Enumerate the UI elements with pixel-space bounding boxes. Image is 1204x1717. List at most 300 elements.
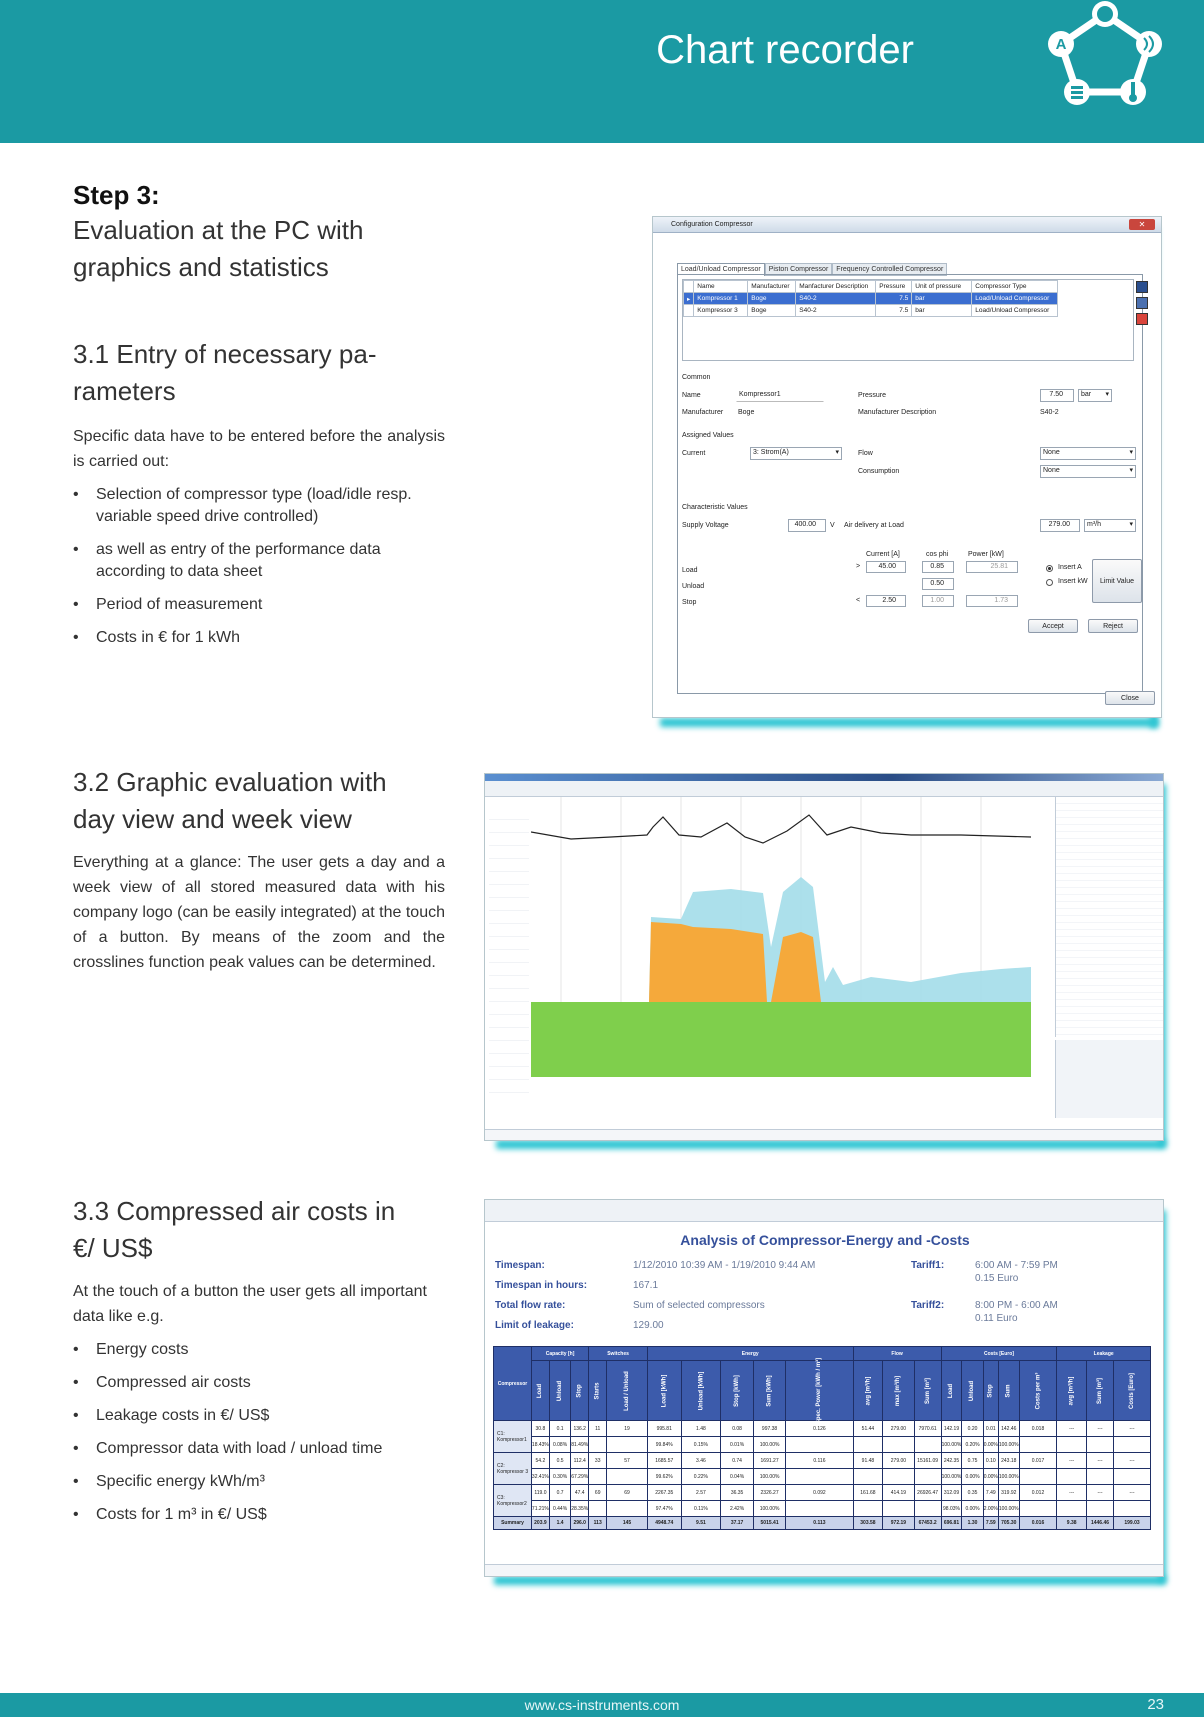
section-3-3-heading-line-2: €/ US$ — [73, 1233, 153, 1263]
flow-label: Flow — [858, 450, 873, 457]
table-cell — [853, 1501, 883, 1517]
channel-tree — [1055, 797, 1163, 1037]
column-header: max [m³/h] — [883, 1361, 914, 1421]
column-header: Costs per m³ — [1019, 1361, 1057, 1421]
tariff2-label: Tariff2: — [911, 1300, 945, 1311]
timespan-label: Timespan: — [495, 1260, 545, 1271]
column-group-header: Costs [Euro] — [941, 1347, 1057, 1361]
summary-cell: 0.016 — [1019, 1517, 1057, 1530]
delete-icon[interactable] — [1136, 313, 1148, 325]
table-cell: 142.46 — [998, 1421, 1019, 1437]
table-cell: Kompressor 3 — [694, 305, 748, 317]
table-cell — [883, 1437, 914, 1453]
column-group-header: Flow — [853, 1347, 941, 1361]
table-row — [494, 1469, 1151, 1485]
list-item: • Leakage costs in €/ US$ — [73, 1405, 445, 1427]
table-cell: 0.116 — [786, 1453, 853, 1469]
compressor-grid — [682, 279, 1134, 361]
table-cell: 0.44% — [549, 1501, 570, 1517]
table-cell: Kompressor 1 — [694, 293, 748, 305]
step-heading: Step 3: — [73, 180, 160, 210]
table-cell: 36.35 — [721, 1485, 754, 1501]
table-cell: 997.38 — [753, 1421, 785, 1437]
table-cell: 91.48 — [853, 1453, 883, 1469]
compressor-table — [683, 280, 1058, 317]
table-cell: 69 — [607, 1485, 648, 1501]
common-label: Common — [682, 374, 711, 381]
table-cell: 0.20% — [962, 1437, 983, 1453]
table-cell: 0.5 — [549, 1453, 570, 1469]
table-row — [494, 1453, 1151, 1469]
page-number: 23 — [1147, 1696, 1164, 1713]
insert-kw-label: Insert kW — [1058, 578, 1088, 585]
cost-table — [493, 1346, 1151, 1530]
screenshot-glow — [660, 718, 1158, 727]
table-cell: 67.29% — [571, 1469, 589, 1485]
load-power-field[interactable]: 25.81 — [966, 561, 1018, 573]
table-cell: 0.1 — [549, 1421, 570, 1437]
column-header: Unit of pressure — [912, 281, 972, 293]
pressure-label: Pressure — [858, 392, 887, 399]
summary-cell: 705.30 — [998, 1517, 1019, 1530]
column-cos-phi: cos phi — [926, 551, 949, 558]
table-cell: 2267.35 — [647, 1485, 681, 1501]
screenshot-glow — [494, 1576, 1166, 1585]
column-header: Manufacturer — [748, 281, 796, 293]
chevron-down-icon: ▾ — [1105, 391, 1109, 398]
table-cell: Load/Unload Compressor — [972, 305, 1058, 317]
column-group-header: Capacity [h] — [531, 1347, 588, 1361]
summary-row — [494, 1517, 1151, 1530]
window-titlebar — [485, 774, 1163, 781]
table-cell — [1114, 1469, 1151, 1485]
column-header: Unload [kWh] — [681, 1361, 721, 1421]
table-cell — [607, 1437, 648, 1453]
table-cell: --- — [1087, 1421, 1114, 1437]
table-cell: 0.10 — [983, 1453, 998, 1469]
table-cell — [853, 1437, 883, 1453]
consumption-select[interactable] — [1040, 465, 1136, 478]
insert-a-radio[interactable] — [1046, 565, 1053, 572]
list-item: • Costs for 1 m³ in €/ US$ — [73, 1504, 445, 1526]
section-3-2-heading-line-1: 3.2 Graphic evaluation with — [73, 767, 387, 797]
table-cell: Boge — [748, 293, 796, 305]
table-cell: 119.0 — [531, 1485, 549, 1501]
unload-label: Unload — [682, 583, 705, 590]
summary-cell: 1446.46 — [1087, 1517, 1114, 1530]
table-cell: 0.01 — [983, 1421, 998, 1437]
tariff1-time: 6:00 AM - 7:59 PM — [975, 1260, 1058, 1271]
chart-area-green — [531, 1002, 1031, 1077]
table-cell: 18.43% — [531, 1437, 549, 1453]
column-header: Load — [531, 1361, 549, 1421]
table-cell: 32.41% — [531, 1469, 549, 1485]
table-row[interactable] — [684, 305, 1058, 317]
table-cell — [1019, 1437, 1057, 1453]
window-title: Configuration Compressor — [671, 221, 753, 228]
column-header: Name — [694, 281, 748, 293]
section-3-3-heading-line-1: 3.3 Compressed air costs in — [73, 1196, 396, 1226]
list-item: • Selection of compressor type (load/idle resp. variable speed drive controlled) — [73, 484, 445, 528]
svg-text:A: A — [1055, 36, 1067, 53]
flow-select[interactable] — [1040, 447, 1136, 460]
y-axis-labels — [489, 807, 529, 1097]
report-title: Analysis of Compressor-Energy and -Costs — [680, 1232, 970, 1248]
table-cell: 0.00% — [983, 1437, 998, 1453]
table-cell: 0.018 — [1019, 1421, 1057, 1437]
section-3-2-body: Everything at a glance: The user gets a day and a week view of all stored measured data with his company logo (can be easily integrated) at the touch of a button. By means of the zoom and the crosslines function peak values can be determined. — [73, 854, 445, 971]
table-cell: S40-2 — [796, 293, 876, 305]
table-cell: 47.4 — [571, 1485, 589, 1501]
summary-cell: 199.03 — [1114, 1517, 1151, 1530]
table-cell: 98.03% — [941, 1501, 962, 1517]
stop-current-field[interactable]: 2.50 — [866, 595, 906, 607]
section-3-1-list — [73, 484, 445, 649]
step-line-2: graphics and statistics — [73, 252, 329, 282]
stop-comparator: < — [856, 597, 861, 604]
table-cell: 0.04% — [721, 1469, 754, 1485]
insert-kw-radio[interactable] — [1046, 579, 1053, 586]
pressure-field[interactable]: 7.50 — [1040, 389, 1074, 402]
list-item: • Specific energy kWh/m³ — [73, 1471, 445, 1493]
column-header: Sum [kWh] — [753, 1361, 785, 1421]
measurement-chart — [531, 797, 1039, 1103]
summary-cell: 696.81 — [941, 1517, 962, 1530]
chevron-down-icon: ▾ — [1129, 449, 1133, 456]
manufacturer-description-value: S40-2 — [1040, 409, 1059, 416]
compressor-name: C1: Kompressor1 — [494, 1421, 532, 1453]
summary-cell: 67453.2 — [914, 1517, 941, 1530]
tab-frequency[interactable]: Frequency Controlled Compressor — [832, 263, 947, 276]
table-cell: 2.57 — [681, 1485, 721, 1501]
column-group-header: Leakage — [1057, 1347, 1151, 1361]
column-header: Pressure — [876, 281, 912, 293]
table-cell: 0.22% — [681, 1469, 721, 1485]
table-cell: 100.00% — [753, 1501, 785, 1517]
table-cell: 33 — [589, 1453, 607, 1469]
limit-value-button[interactable]: Limit Value — [1092, 559, 1142, 603]
summary-cell: 37.17 — [721, 1517, 754, 1530]
list-item: • Costs in € for 1 kWh — [73, 627, 445, 649]
table-header-row — [684, 281, 1058, 293]
table-cell: 2.42% — [721, 1501, 754, 1517]
consumption-select-value: None — [1043, 467, 1060, 474]
screenshot-glow — [496, 1140, 1166, 1149]
table-cell — [607, 1501, 648, 1517]
table-cell — [853, 1469, 883, 1485]
cost-table-body — [494, 1421, 1151, 1517]
table-cell: 0.75 — [962, 1453, 983, 1469]
manufacturer-description-label: Manufacturer Description — [858, 409, 937, 416]
column-header: Load / Unload — [607, 1361, 648, 1421]
table-cell: 136.2 — [571, 1421, 589, 1437]
config-panel — [677, 274, 1143, 694]
tab-load-unload[interactable]: Load/Unload Compressor — [677, 263, 765, 276]
section-3-2 — [73, 764, 445, 975]
summary-cell: 145 — [607, 1517, 648, 1530]
table-cell: 26926.47 — [914, 1485, 941, 1501]
table-row[interactable] — [684, 293, 1058, 305]
table-cell — [1057, 1469, 1087, 1485]
column-group-header: Energy — [647, 1347, 853, 1361]
table-cell — [1114, 1501, 1151, 1517]
menu-toolbar — [485, 781, 1163, 797]
table-cell: Boge — [748, 305, 796, 317]
close-button[interactable]: Close — [1105, 691, 1155, 705]
name-label: Name — [682, 392, 701, 399]
table-cell: 0.092 — [786, 1485, 853, 1501]
load-label: Load — [682, 567, 698, 574]
table-cell: 69 — [589, 1485, 607, 1501]
table-cell — [607, 1469, 648, 1485]
column-current: Current [A] — [866, 551, 900, 558]
table-cell: 995.81 — [647, 1421, 681, 1437]
tab-piston[interactable]: Piston Compressor — [765, 263, 833, 276]
table-cell: --- — [1114, 1421, 1151, 1437]
table-cell: 54.2 — [531, 1453, 549, 1469]
table-cell: 100.00% — [998, 1501, 1019, 1517]
close-window-button[interactable]: ✕ — [1129, 219, 1155, 230]
table-cell — [914, 1437, 941, 1453]
column-header: Costs [Euro] — [1114, 1361, 1151, 1421]
summary-cell: 5015.41 — [753, 1517, 785, 1530]
table-cell: 414.19 — [883, 1485, 914, 1501]
table-cell: --- — [1057, 1453, 1087, 1469]
column-header: Compressor — [494, 1347, 532, 1421]
table-cell — [786, 1501, 853, 1517]
timespan-hours-label: Timespan in hours: — [495, 1280, 588, 1291]
table-cell: 71.21% — [531, 1501, 549, 1517]
table-cell: 0.00% — [962, 1469, 983, 1485]
column-header: Sum — [998, 1361, 1019, 1421]
table-cell — [1114, 1437, 1151, 1453]
timespan-hours-value: 167.1 — [633, 1280, 659, 1291]
chevron-down-icon: ▾ — [1129, 467, 1133, 474]
table-cell: 11 — [589, 1421, 607, 1437]
insert-a-label: Insert A — [1058, 564, 1082, 571]
table-cell — [883, 1469, 914, 1485]
table-row — [494, 1485, 1151, 1501]
table-cell: bar — [912, 293, 972, 305]
table-cell: --- — [1057, 1485, 1087, 1501]
air-delivery-label: Air delivery at Load — [844, 522, 904, 529]
row-pointer: ▸ — [684, 293, 694, 305]
table-cell: 7970.61 — [914, 1421, 941, 1437]
supply-voltage-unit: V — [830, 522, 835, 529]
table-cell: 0.7 — [549, 1485, 570, 1501]
table-cell: 19 — [607, 1421, 648, 1437]
table-cell: 142.19 — [941, 1421, 962, 1437]
compressor-name: C3: Kompressor2 — [494, 1485, 532, 1517]
table-cell: 7.5 — [876, 293, 912, 305]
list-item: • Period of measurement — [73, 594, 445, 616]
table-cell: 100.00% — [753, 1469, 785, 1485]
table-cell: 0.017 — [1019, 1453, 1057, 1469]
summary-cell: 9.51 — [681, 1517, 721, 1530]
name-field[interactable]: Kompressor1 — [736, 389, 824, 402]
total-flow-label: Total flow rate: — [495, 1300, 566, 1311]
step-line-1: Evaluation at the PC with — [73, 215, 364, 245]
status-bar — [485, 1564, 1164, 1577]
table-cell: 7.5 — [876, 305, 912, 317]
table-cell: 15161.09 — [914, 1453, 941, 1469]
column-header: Sum [m³] — [1087, 1361, 1114, 1421]
chart-recorder-logo — [1045, 0, 1165, 120]
table-cell — [1019, 1501, 1057, 1517]
table-cell: 99.84% — [647, 1437, 681, 1453]
section-3-2-heading-line-2: day view and week view — [73, 804, 352, 834]
section-3-3-intro: At the touch of a button the user gets all important data like e.g. — [73, 1283, 427, 1325]
summary-cell: 972.19 — [883, 1517, 914, 1530]
summary-cell: 7.59 — [983, 1517, 998, 1530]
load-cos-phi-field[interactable]: 0.85 — [922, 561, 954, 573]
stop-power-field[interactable]: 1.73 — [966, 595, 1018, 607]
supply-voltage-field[interactable]: 400.00 — [788, 519, 826, 532]
chart-legend — [485, 1111, 1053, 1123]
table-row — [494, 1501, 1151, 1517]
table-cell — [1057, 1437, 1087, 1453]
summary-cell: 1.30 — [962, 1517, 983, 1530]
new-icon[interactable] — [1136, 281, 1148, 293]
compressor-name: C2: Kompressor 3 — [494, 1453, 532, 1485]
current-select-value: 3: Strom(A) — [753, 449, 789, 456]
footer-url[interactable]: www.cs-instruments.com — [524, 1697, 680, 1713]
table-cell — [589, 1469, 607, 1485]
table-cell: 0.20 — [962, 1421, 983, 1437]
air-delivery-unit: m³/h — [1087, 521, 1101, 528]
list-item: • Compressed air costs — [73, 1372, 445, 1394]
air-delivery-unit-select[interactable] — [1084, 519, 1136, 532]
column-header: avg [m³/h] — [1057, 1361, 1087, 1421]
load-current-field[interactable]: 45.00 — [866, 561, 906, 573]
table-cell: 312.09 — [941, 1485, 962, 1501]
column-header: Stop — [983, 1361, 998, 1421]
window-titlebar — [653, 217, 1161, 233]
table-cell: 0.01% — [721, 1437, 754, 1453]
consumption-label: Consumption — [858, 468, 900, 475]
summary-cell: 4948.74 — [647, 1517, 681, 1530]
section-3-1-heading-line-1: 3.1 Entry of necessary pa- — [73, 339, 377, 369]
table-cell: --- — [1114, 1453, 1151, 1469]
accept-button[interactable]: Accept — [1028, 619, 1078, 633]
table-cell: --- — [1057, 1421, 1087, 1437]
table-cell: 0.30% — [549, 1469, 570, 1485]
table-row — [494, 1437, 1151, 1453]
air-delivery-field[interactable]: 279.00 — [1040, 519, 1080, 532]
configuration-window — [652, 216, 1162, 718]
table-cell: 81.49% — [571, 1437, 589, 1453]
tariff1-price: 0.15 Euro — [975, 1273, 1019, 1284]
summary-cell: 113 — [589, 1517, 607, 1530]
current-select[interactable] — [750, 447, 842, 460]
table-cell: 1691.27 — [753, 1453, 785, 1469]
column-header: Unload — [962, 1361, 983, 1421]
table-cell: 3.46 — [681, 1453, 721, 1469]
view-options — [1055, 1040, 1163, 1118]
table-cell: 100.00% — [998, 1469, 1019, 1485]
edit-icon[interactable] — [1136, 297, 1148, 309]
stop-cos-phi-field[interactable]: 1.00 — [922, 595, 954, 607]
table-cell: 0.126 — [786, 1421, 853, 1437]
characteristic-values-label: Characteristic Values — [682, 504, 748, 511]
table-subheader — [494, 1361, 1151, 1421]
report-window — [484, 1199, 1164, 1577]
status-bar — [485, 1129, 1164, 1141]
table-cell: 0.11% — [681, 1501, 721, 1517]
table-cell: 242.35 — [941, 1453, 962, 1469]
table-cell: 0.012 — [1019, 1485, 1057, 1501]
section-3-1-heading-line-2: rameters — [73, 376, 176, 406]
column-header: avg [m³/h] — [853, 1361, 883, 1421]
leakage-limit-label: Limit of leakage: — [495, 1320, 574, 1331]
table-cell: bar — [912, 305, 972, 317]
table-cell: 100.00% — [998, 1437, 1019, 1453]
timespan-value: 1/12/2010 10:39 AM - 1/19/2010 9:44 AM — [633, 1260, 816, 1271]
step-intro — [73, 178, 445, 286]
table-cell: 100.00% — [753, 1437, 785, 1453]
summary-cell: 296.0 — [571, 1517, 589, 1530]
table-cell: 100.00% — [941, 1469, 962, 1485]
chart-line — [531, 815, 1031, 843]
assigned-values-label: Assigned Values — [682, 432, 734, 439]
pressure-unit-select[interactable] — [1078, 389, 1112, 402]
table-cell: --- — [1114, 1485, 1151, 1501]
column-power: Power [kW] — [968, 551, 1004, 558]
table-cell — [1019, 1469, 1057, 1485]
table-cell: 1.48 — [681, 1421, 721, 1437]
table-cell: 1685.57 — [647, 1453, 681, 1469]
table-cell — [914, 1469, 941, 1485]
column-header: Compressor Type — [972, 281, 1058, 293]
summary-cell: 9.38 — [1057, 1517, 1087, 1530]
table-cell — [786, 1469, 853, 1485]
tariff2-time: 8:00 PM - 6:00 AM — [975, 1300, 1058, 1311]
table-cell — [1087, 1469, 1114, 1485]
list-item: • as well as entry of the performance data according to data sheet — [73, 539, 445, 583]
column-header: Manfacturer Description — [796, 281, 876, 293]
table-cell: 279.00 — [883, 1421, 914, 1437]
table-cell — [914, 1501, 941, 1517]
table-cell: 0.15% — [681, 1437, 721, 1453]
section-3-1 — [73, 336, 445, 660]
summary-cell: 0.113 — [786, 1517, 853, 1530]
column-header: Load [kWh] — [647, 1361, 681, 1421]
section-3-1-intro: Specific data have to be entered before the analysis is carried out: — [73, 428, 445, 470]
tariff2-price: 0.11 Euro — [975, 1313, 1018, 1324]
table-cell: 2.00% — [983, 1501, 998, 1517]
summary-cell: 203.9 — [531, 1517, 549, 1530]
column-header: Stop — [571, 1361, 589, 1421]
column-header: Sum [m³] — [914, 1361, 941, 1421]
chart-window — [484, 773, 1164, 1141]
column-header: Load — [941, 1361, 962, 1421]
table-cell: 319.92 — [998, 1485, 1019, 1501]
reject-button[interactable]: Reject — [1088, 619, 1138, 633]
table-cell: 99.62% — [647, 1469, 681, 1485]
column-header: Unload — [549, 1361, 570, 1421]
unload-cos-phi-field[interactable]: 0.50 — [922, 578, 954, 590]
column-header: Spec. Power [kWh / m³] — [786, 1361, 853, 1421]
table-cell: 30.8 — [531, 1421, 549, 1437]
section-3-3-list — [73, 1339, 445, 1526]
table-cell — [1057, 1501, 1087, 1517]
chevron-down-icon: ▾ — [835, 449, 839, 456]
list-item: • Compressor data with load / unload time — [73, 1438, 445, 1460]
pressure-unit-value: bar — [1081, 391, 1092, 398]
page-header — [0, 0, 1204, 143]
table-cell: 51.44 — [853, 1421, 883, 1437]
table-cell — [1087, 1501, 1114, 1517]
